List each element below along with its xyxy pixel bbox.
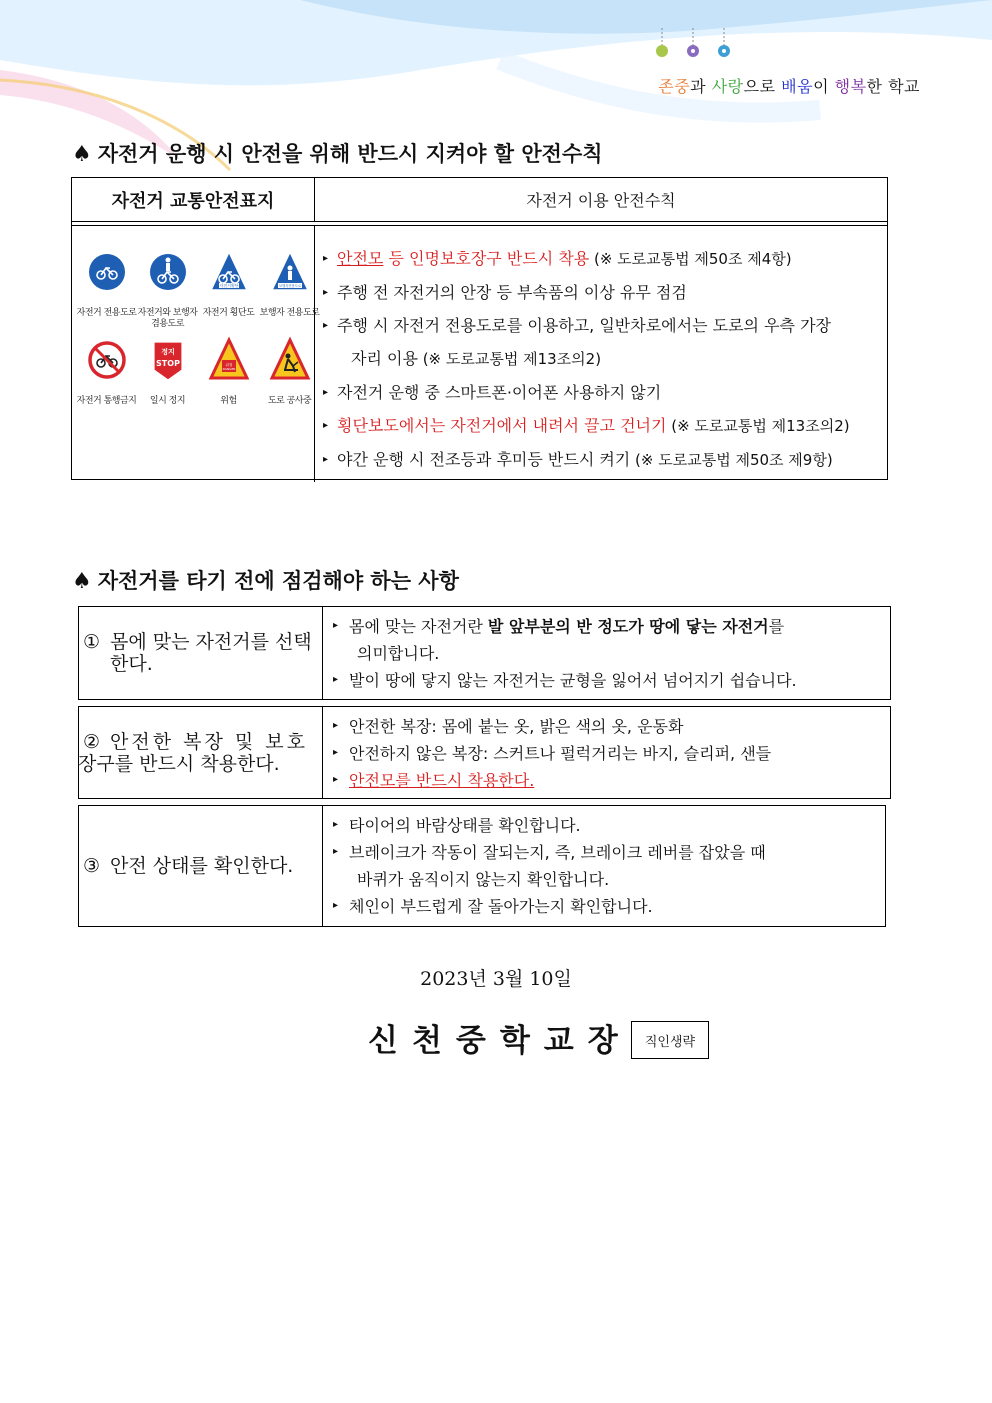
motto-part: 이 (813, 77, 835, 96)
bullet-icon: ▸ (333, 846, 339, 857)
principal-signature: 신천중학교장 (368, 1023, 632, 1059)
text-span: 주행 시 자전거 전용도로를 이용하고, 일반차로에서는 도로의 우측 가장 (337, 316, 831, 335)
traffic-sign (137, 336, 198, 407)
section1-title: ♠ 자전거 운행 시 안전을 위해 반드시 지켜야 할 안전수칙 (72, 142, 603, 167)
check-details (323, 607, 890, 699)
bullet-icon: ▸ (323, 320, 329, 331)
safety-rule (323, 309, 881, 342)
text-span: (※ 도로교통법 제13조의2) (666, 417, 850, 435)
check-item (333, 713, 886, 740)
svg-text:보행자전용도로: 보행자전용도로 (278, 284, 301, 288)
safety-rules-table (71, 177, 888, 480)
sign-label: 도로 공사중 (267, 396, 312, 406)
road-work-icon (268, 336, 312, 394)
safety-rule (323, 242, 881, 276)
spade-icon: ♠ (72, 142, 92, 167)
safety-rule (323, 443, 881, 477)
traffic-sign (198, 248, 259, 330)
text-span: 체인이 부드럽게 잘 돌아가는지 확인합니다. (349, 897, 653, 916)
sign-label: 위험 (220, 396, 237, 406)
bullet-icon: ▸ (333, 774, 339, 785)
traffic-sign (76, 248, 137, 330)
text-span: 야간 운행 시 전조등과 후미등 반드시 켜기 (337, 450, 631, 469)
col1-header: 자전거 교통안전표지 (72, 178, 315, 221)
traffic-sign (76, 336, 137, 407)
check-details (323, 806, 885, 926)
check-box-1 (78, 606, 891, 700)
traffic-sign (137, 248, 198, 330)
danger-sign-icon (207, 336, 251, 394)
text-span: 발이 땅에 닿지 않는 자전거는 균형을 잃어서 넘어지기 쉽습니다. (349, 671, 797, 690)
bullet-icon: ▸ (323, 454, 329, 465)
text-span: 브레이크가 작동이 잘되는지, 즉, 브레이크 레버를 잡았을 때 (349, 843, 766, 862)
text-span: 몸에 맞는 자전거란 (349, 617, 488, 636)
motto-part: 으로 (743, 77, 782, 96)
text-span: 안전모 (337, 249, 384, 268)
check-title (79, 707, 323, 798)
check-title (79, 806, 323, 926)
svg-text:자전거횡단: 자전거횡단 (218, 283, 239, 288)
check-item (333, 893, 881, 920)
text-span: (※ 도로교통법 제13조의2) (417, 350, 602, 368)
bullet-icon: ▸ (323, 287, 329, 298)
motto-part: 한 학교 (866, 77, 920, 96)
bicycle-crossing-icon (207, 248, 251, 306)
text-span: 등 인명보호장구 반드시 착용 (383, 249, 590, 268)
no-bicycles-icon (85, 336, 129, 394)
check-item (333, 866, 881, 893)
table-header (72, 178, 887, 222)
text-span: 타이어의 바람상태를 확인합니다. (349, 816, 581, 835)
school-motto (658, 74, 920, 97)
text-span: 안전하지 않은 복장: 스커트나 펄럭거리는 바지, 슬리퍼, 샌들 (349, 744, 772, 763)
check-item (333, 640, 886, 667)
check-item (333, 767, 886, 794)
sign-label: 일시 정지 (149, 396, 186, 406)
safety-rules-list (315, 226, 887, 482)
check-title-line2: 한다. (110, 653, 153, 675)
bullet-icon: ▸ (333, 900, 339, 911)
text-span: 주행 전 자전거의 안장 등 부속품의 이상 유무 점검 (337, 283, 687, 302)
motto-part: 존중 (658, 77, 691, 96)
check-title-line1: 안전 상태를 확인한다. (110, 855, 294, 877)
safety-rule (323, 376, 881, 409)
check-details (323, 707, 890, 798)
check-title-line1: 안전한 복장 및 보호 (110, 730, 308, 753)
traffic-signs-grid (72, 226, 320, 407)
sign-label: 자전거와 보행자 겸용도로 (137, 308, 198, 329)
safety-rule (323, 342, 881, 376)
section2-title: ♠ 자전거를 타기 전에 점검해야 하는 사항 (72, 569, 459, 594)
col2-header: 자전거 이용 안전수칙 (526, 191, 676, 210)
safety-rule (323, 409, 881, 443)
motto-part: 배움 (781, 77, 814, 96)
check-item (333, 839, 881, 866)
check-box-3 (78, 805, 886, 927)
sign-label: 자전거 횡단도 (202, 308, 255, 318)
item-number: ③ (83, 855, 101, 877)
traffic-sign (259, 336, 320, 407)
traffic-sign (198, 336, 259, 407)
sign-label: 보행자 전용도로 (259, 308, 320, 318)
document-date: 2023년 3월 10일 (420, 968, 572, 990)
text-span: 자전거 운행 중 스마트폰·이어폰 사용하지 않기 (337, 383, 662, 402)
check-item (333, 812, 881, 839)
spade-icon: ♠ (72, 569, 92, 594)
seal-omitted-box: 직인생략 (631, 1021, 709, 1059)
table-body (72, 225, 887, 482)
pedestrian-only-road-icon (268, 248, 312, 306)
safety-rule (323, 276, 881, 309)
bullet-icon: ▸ (323, 420, 329, 431)
text-span: 안전모를 반드시 착용한다. (349, 771, 535, 790)
check-item (333, 613, 886, 640)
text-span: 바퀴가 움직이지 않는지 확인합니다. (357, 870, 610, 889)
text-span: 를 (768, 617, 785, 636)
stop-sign-icon (146, 336, 190, 394)
motto-part: 행복 (834, 77, 867, 96)
sign-label: 자전거 통행금지 (76, 396, 137, 406)
svg-text:정지: 정지 (160, 348, 175, 356)
bullet-icon: ▸ (333, 674, 339, 685)
svg-text:위험: 위험 (225, 363, 232, 367)
text-span: (※ 도로교통법 제50조 제9항) (630, 451, 833, 469)
check-title-line1: 몸에 맞는 자전거를 선택 (110, 631, 312, 653)
bullet-icon: ▸ (333, 747, 339, 758)
text-span: (※ 도로교통법 제50조 제4항) (589, 250, 792, 268)
bicycle-pedestrian-shared-icon (146, 248, 190, 306)
text-span: 안전한 복장: 몸에 붙는 옷, 밝은 색의 옷, 운동화 (349, 717, 684, 736)
check-item (333, 667, 886, 694)
text-span: 자리 이용 (351, 349, 418, 368)
check-box-2 (78, 706, 891, 799)
bullet-icon: ▸ (323, 253, 329, 264)
bullet-icon: ▸ (333, 819, 339, 830)
traffic-sign (259, 248, 320, 330)
text-span: 의미합니다. (357, 644, 440, 663)
check-title (79, 607, 323, 699)
item-number: ① (83, 631, 101, 653)
text-span: 횡단보도에서는 자전거에서 내려서 끌고 건너기 (337, 416, 667, 435)
bullet-icon: ▸ (323, 387, 329, 398)
svg-text:DANGER: DANGER (222, 367, 235, 371)
bullet-icon: ▸ (333, 720, 339, 731)
check-title-line2: 장구를 반드시 착용한다. (78, 752, 280, 775)
motto-part: 사랑 (711, 77, 744, 96)
bullet-icon: ▸ (333, 620, 339, 631)
sign-label: 자전거 전용도로 (76, 308, 137, 318)
bicycle-only-road-icon (85, 248, 129, 306)
check-item (333, 740, 886, 767)
text-span: 발 앞부분의 반 정도가 땅에 닿는 자전거 (487, 617, 769, 636)
motto-part: 과 (690, 77, 712, 96)
svg-text:STOP: STOP (155, 359, 180, 368)
item-number: ② (83, 730, 101, 753)
